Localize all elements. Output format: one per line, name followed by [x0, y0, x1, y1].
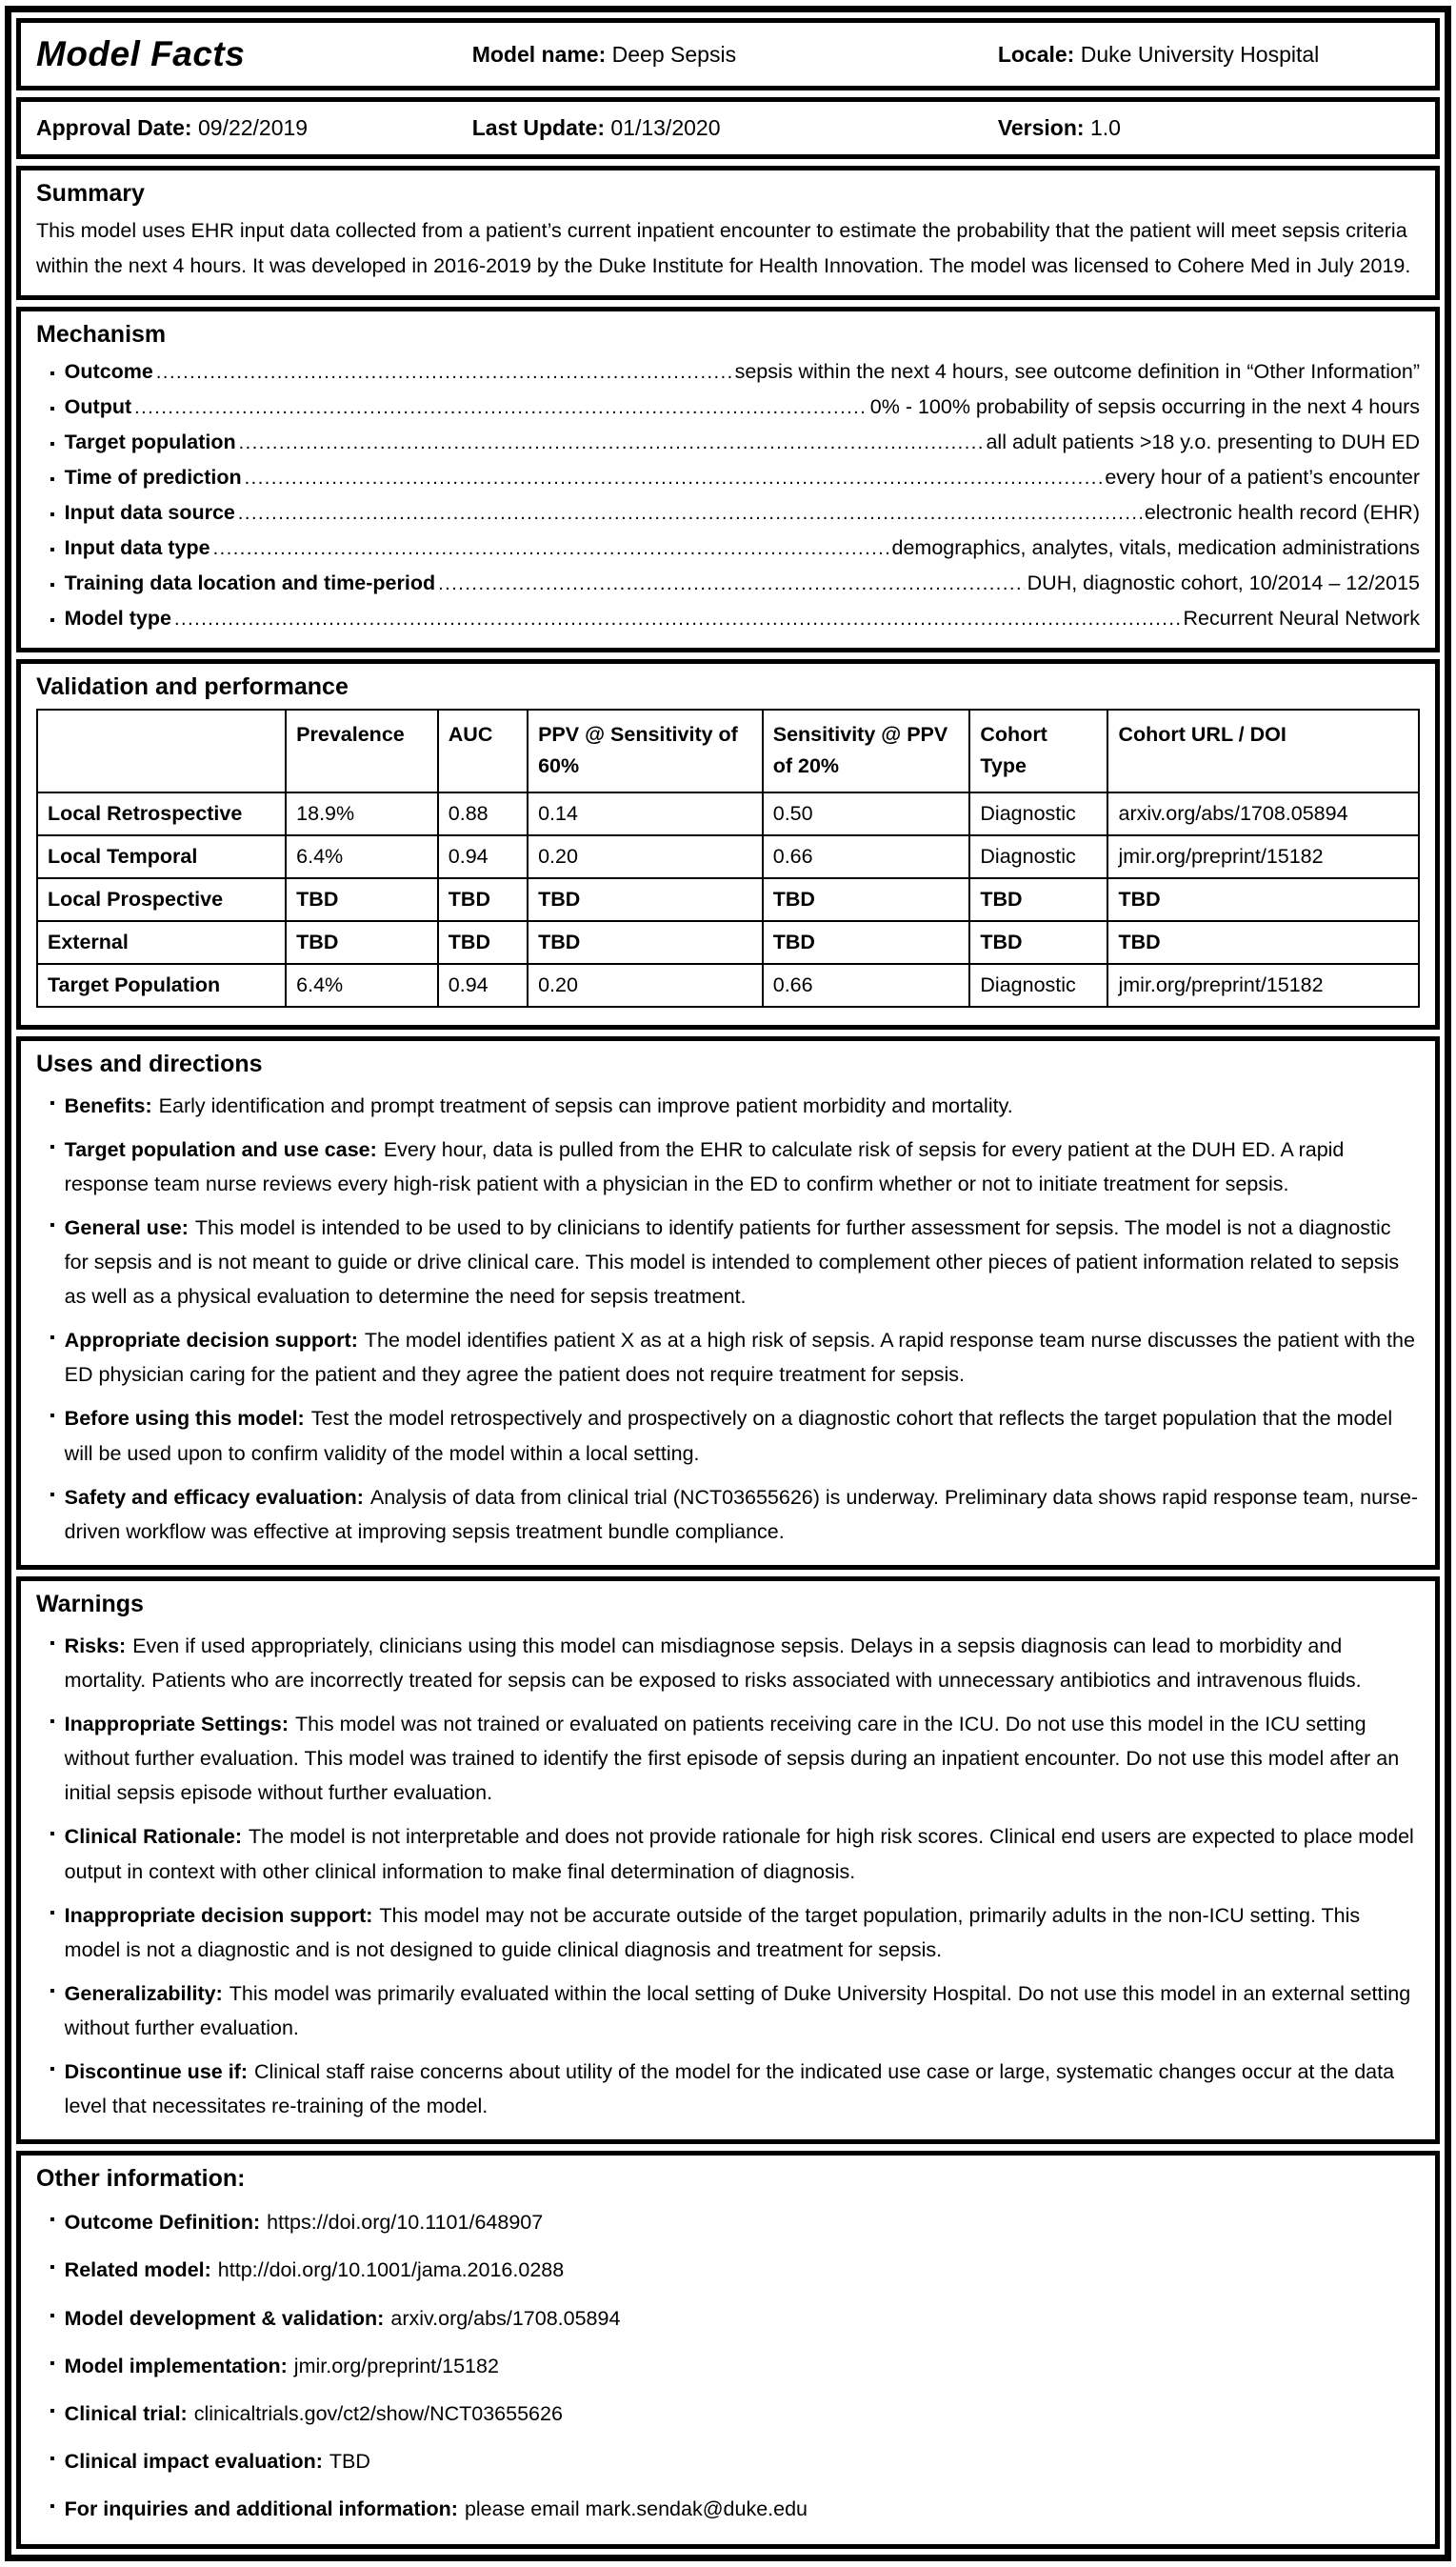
last-update: [472, 115, 998, 141]
bullet-item: [36, 2198, 1420, 2246]
bullet-item: [36, 1128, 1420, 1206]
row-label: Local Prospective: [37, 878, 286, 921]
bullet-icon: ▪: [50, 612, 55, 629]
bullet-icon: ▪: [50, 1138, 55, 1155]
header-section: [16, 18, 1440, 90]
summary-heading: Summary: [36, 180, 145, 207]
column-header: Cohort Type: [969, 710, 1107, 792]
cell: 0.94: [438, 964, 528, 1007]
leader-dots: [156, 360, 732, 384]
row-label: External: [37, 921, 286, 964]
cell: TBD: [1107, 921, 1419, 964]
row-label: Target Population: [37, 964, 286, 1007]
item-value: 0% - 100% probability of sepsis occurring in the next 4 hours: [869, 394, 1420, 418]
outcome-definition-link[interactable]: https://doi.org/10.1101/648907: [267, 2211, 544, 2235]
clinical-trial-link[interactable]: clinicaltrials.gov/ct2/show/NCT03655626: [193, 2401, 563, 2425]
mechanism-item: [36, 495, 1420, 531]
bullet-icon: ▪: [50, 2450, 55, 2467]
page-title: Model Facts: [36, 34, 246, 73]
bullet-icon: ▪: [50, 2307, 55, 2324]
bullet-text: The model identifies patient X as at a high risk of sepsis. A rapid response team nurse discusses the patient with the ED physician caring for the patient and they agree the patient does not require treatment for sepsis.: [64, 1329, 1415, 1387]
approval-date: [36, 115, 472, 141]
bullet-item: [36, 1396, 1420, 1474]
other-info-section: [16, 2151, 1440, 2549]
bullet-text: This model may not be accurate outside of the target population, primarily adults in the non-ICU setting. This model is not a diagnostic and is not designed to guide clinical diagnosis and treatment for sepsis.: [64, 1903, 1361, 1961]
leader-dots: [239, 431, 984, 454]
version-label: Version:: [997, 115, 1085, 140]
bullet-label: Discontinue use if:: [64, 2060, 248, 2084]
bullet-item: [36, 2246, 1420, 2294]
model-implementation-link[interactable]: jmir.org/preprint/15182: [293, 2354, 499, 2377]
leader-dots: [438, 572, 1025, 595]
bullet-item: [36, 1475, 1420, 1554]
bullet-label: Outcome Definition:: [64, 2211, 261, 2235]
bullet-label: Benefits:: [64, 1093, 152, 1117]
item-label: Model type: [64, 606, 171, 630]
validation-table: [36, 709, 1420, 1008]
cell: TBD: [438, 878, 528, 921]
other-info-heading: Other information:: [36, 2165, 246, 2193]
warnings-heading: Warnings: [36, 1590, 144, 1617]
row-label: Local Temporal: [37, 835, 286, 878]
bullet-icon: ▪: [50, 471, 55, 488]
summary-text: This model uses EHR input data collected from a patient’s current inpatient encounter to estimate the probability that the patient will meet sepsis criteria within the next 4 hours. It was developed in 2016-2019 by the Duke Institute for Health Innovation. The model was licensed to Cohere Med in July 2019.: [36, 219, 1411, 277]
cell: TBD: [528, 921, 763, 964]
model-name: [472, 42, 998, 68]
item-value: all adult patients >18 y.o. presenting to DUH ED: [986, 430, 1420, 453]
item-value: Recurrent Neural Network: [1183, 606, 1420, 630]
bullet-text: The model is not interpretable and does not provide rationale for high risk scores. Clinical end users are expected to place model output in context with other clinical information to make final determination of diagnosis.: [64, 1825, 1414, 1883]
bullet-icon: ▪: [50, 2061, 55, 2078]
uses-section: [16, 1036, 1440, 1570]
cell: TBD: [763, 878, 970, 921]
model-name-value: Deep Sepsis: [611, 41, 737, 67]
mechanism-item: [36, 601, 1420, 636]
bullet-icon: ▪: [50, 1216, 55, 1233]
mechanism-item: [36, 425, 1420, 460]
bullet-text: Every hour, data is pulled from the EHR to calculate risk of sepsis for every patient at the DUH ED. A rapid response team nurse reviews every high-risk patient with a physician in the ED to confirm whether or not to initiate treatment for sepsis.: [64, 1137, 1345, 1195]
cell-link[interactable]: arxiv.org/abs/1708.05894: [1107, 792, 1419, 835]
mechanism-item: [36, 460, 1420, 495]
item-value: every hour of a patient’s encounter: [1105, 465, 1420, 489]
bullet-icon: ▪: [50, 506, 55, 523]
mechanism-item: [36, 531, 1420, 566]
locale-label: Locale:: [997, 41, 1075, 67]
bullet-label: Model implementation:: [64, 2354, 288, 2377]
cell: 0.94: [438, 835, 528, 878]
bullet-item: [36, 1894, 1420, 1972]
bullet-item: [36, 2295, 1420, 2342]
bullet-icon: ▪: [50, 1714, 55, 1731]
column-header: Prevalence: [286, 710, 438, 792]
bullet-text: TBD: [329, 2449, 370, 2473]
cell: TBD: [969, 921, 1107, 964]
leader-dots: [245, 466, 1103, 490]
column-header: PPV @ Sensitivity of 60%: [528, 710, 763, 792]
bullet-text: Analysis of data from clinical trial (NCT03655626) is underway. Preliminary data shows rapid response team, nurse-driven workflow was effective at improving sepsis treatment bundle compliance.: [64, 1485, 1419, 1543]
model-development-link[interactable]: arxiv.org/abs/1708.05894: [390, 2306, 621, 2330]
cell: TBD: [286, 921, 438, 964]
bullet-text: Early identification and prompt treatment of sepsis can improve patient morbidity and mortality.: [158, 1093, 1013, 1117]
approval-date-label: Approval Date:: [36, 115, 192, 140]
column-header: AUC: [438, 710, 528, 792]
table-row: [37, 792, 1419, 835]
cell: TBD: [969, 878, 1107, 921]
cell: 0.88: [438, 792, 528, 835]
bullet-item: [36, 1815, 1420, 1893]
cell: 6.4%: [286, 835, 438, 878]
bullet-label: General use:: [64, 1215, 189, 1239]
bullet-icon: ▪: [50, 2497, 55, 2515]
bullet-label: Inappropriate decision support:: [64, 1903, 373, 1927]
table-header-row: [37, 710, 1419, 792]
bullet-label: Generalizability:: [64, 1981, 223, 2005]
bullet-label: Inappropriate Settings:: [64, 1713, 289, 1736]
bullet-item: [36, 1702, 1420, 1815]
item-label: Target population: [64, 430, 236, 453]
cell: Diagnostic: [969, 835, 1107, 878]
bullet-icon: ▪: [50, 1330, 55, 1347]
bullet-label: Before using this model:: [64, 1407, 305, 1431]
cell: 0.20: [528, 835, 763, 878]
leader-dots: [174, 607, 1181, 631]
validation-heading: Validation and performance: [36, 672, 349, 700]
bullet-label: Model development & validation:: [64, 2306, 385, 2330]
bullet-label: Appropriate decision support:: [64, 1329, 358, 1353]
cell: TBD: [1107, 878, 1419, 921]
version: [998, 115, 1420, 141]
cell: 0.50: [763, 792, 970, 835]
bullet-label: Risks:: [64, 1634, 127, 1657]
bullet-icon: ▪: [50, 1094, 55, 1112]
bullet-text: This model was primarily evaluated within the local setting of Duke University Hospital. Do not use this model in an external setting without further evaluation.: [64, 1981, 1411, 2039]
leader-dots: [134, 395, 868, 419]
cell-link[interactable]: jmir.org/preprint/15182: [1107, 835, 1419, 878]
bullet-icon: ▪: [50, 435, 55, 452]
cell: TBD: [286, 878, 438, 921]
table-row: [37, 964, 1419, 1007]
bullet-label: Clinical impact evaluation:: [64, 2449, 323, 2473]
cell: TBD: [763, 921, 970, 964]
item-value: DUH, diagnostic cohort, 10/2014 – 12/2015: [1027, 571, 1420, 594]
column-header: Sensitivity @ PPV of 20%: [763, 710, 970, 792]
bullet-item: [36, 2437, 1420, 2485]
bullet-item: [36, 1972, 1420, 2050]
bullet-item: [36, 2390, 1420, 2437]
cell: 0.14: [528, 792, 763, 835]
mechanism-section: [16, 307, 1440, 652]
item-label: Outcome: [64, 359, 153, 383]
bullet-label: Target population and use case:: [64, 1137, 377, 1161]
bullet-icon: ▪: [50, 365, 55, 382]
item-label: Input data type: [64, 535, 210, 559]
warnings-section: [16, 1576, 1440, 2144]
bullet-label: Clinical trial:: [64, 2401, 188, 2425]
cell: TBD: [438, 921, 528, 964]
last-update-label: Last Update:: [471, 115, 605, 140]
bullet-label: Clinical Rationale:: [64, 1825, 243, 1849]
model-name-label: Model name:: [471, 41, 607, 67]
bullet-icon: ▪: [50, 2402, 55, 2419]
cell: 6.4%: [286, 964, 438, 1007]
table-row: [37, 835, 1419, 878]
item-value: electronic health record (EHR): [1144, 500, 1420, 524]
cell: 0.66: [763, 964, 970, 1007]
bullet-icon: ▪: [50, 541, 55, 558]
bullet-label: Related model:: [64, 2258, 211, 2282]
item-value: demographics, analytes, vitals, medication administrations: [891, 535, 1420, 559]
bullet-icon: ▪: [50, 2212, 55, 2229]
cell-link[interactable]: jmir.org/preprint/15182: [1107, 964, 1419, 1007]
bullet-item: [36, 2485, 1420, 2533]
leader-dots: [213, 536, 889, 560]
bullet-item: [36, 1318, 1420, 1396]
summary-section: [16, 166, 1440, 300]
item-label: Output: [64, 394, 132, 418]
column-header: [37, 710, 286, 792]
item-label: Time of prediction: [64, 465, 242, 489]
locale: [998, 42, 1420, 68]
column-header: Cohort URL / DOI: [1107, 710, 1419, 792]
row-label: Local Retrospective: [37, 792, 286, 835]
meta-section: [16, 97, 1440, 159]
table-row: [37, 878, 1419, 921]
uses-heading: Uses and directions: [36, 1050, 263, 1077]
leader-dots: [238, 501, 1142, 525]
item-label: Input data source: [64, 500, 235, 524]
cell: TBD: [528, 878, 763, 921]
version-value: 1.0: [1089, 115, 1121, 140]
bullet-icon: ▪: [50, 1408, 55, 1425]
cell: Diagnostic: [969, 792, 1107, 835]
related-model-link[interactable]: http://doi.org/10.1001/jama.2016.0288: [217, 2258, 565, 2282]
bullet-icon: ▪: [50, 2259, 55, 2276]
contact-email-link[interactable]: please email mark.sendak@duke.edu: [464, 2497, 808, 2520]
bullet-icon: ▪: [50, 1634, 55, 1652]
bullet-item: [36, 1206, 1420, 1318]
bullet-item: [36, 1624, 1420, 1702]
cell: 0.20: [528, 964, 763, 1007]
bullet-icon: ▪: [50, 576, 55, 593]
model-facts-page: [5, 6, 1451, 2561]
bullet-label: For inquiries and additional information:: [64, 2497, 458, 2520]
bullet-text: This model is intended to be used to by clinicians to identify patients for further assessment for sepsis. The model is not a diagnostic for sepsis and is not meant to guide or drive clinical care. This model is intended to complement other pieces of patient information related to sepsis as well as a physical evaluation to determine the need for sepsis treatment.: [64, 1215, 1400, 1309]
bullet-icon: ▪: [50, 1826, 55, 1843]
bullet-item: [36, 1084, 1420, 1128]
mechanism-item: [36, 390, 1420, 425]
bullet-text: Even if used appropriately, clinicians using this model can misdiagnose sepsis. Delays in a sepsis diagnosis can lead to morbidity and mortality. Patients who are incorrectly treated for sepsis can be exposed to risks associated with unnecessary antibiotics and intravenous fluids.: [64, 1634, 1362, 1692]
bullet-text: Test the model retrospectively and prospectively on a diagnostic cohort that reflects the target population that the model will be used upon to confirm validity of the model within a local setting.: [64, 1407, 1393, 1465]
mechanism-heading: Mechanism: [36, 320, 167, 348]
mechanism-item: [36, 354, 1420, 390]
locale-value: Duke University Hospital: [1080, 41, 1320, 67]
bullet-icon: ▪: [50, 1486, 55, 1503]
item-label: Training data location and time-period: [64, 571, 436, 594]
last-update-value: 01/13/2020: [610, 115, 721, 140]
cell: Diagnostic: [969, 964, 1107, 1007]
bullet-item: [36, 2342, 1420, 2390]
bullet-text: This model was not trained or evaluated on patients receiving care in the ICU. Do not use this model in the ICU setting without further evaluation. This model was trained to identify the first episode of sepsis during an inpatient encounter. Do not use this model after an initial sepsis episode without further evaluation.: [64, 1713, 1400, 1805]
cell: 18.9%: [286, 792, 438, 835]
item-value: sepsis within the next 4 hours, see outcome definition in “Other Information”: [734, 359, 1420, 383]
bullet-icon: ▪: [50, 1904, 55, 1921]
bullet-icon: ▪: [50, 400, 55, 417]
bullet-icon: ▪: [50, 2355, 55, 2372]
mechanism-item: [36, 566, 1420, 601]
bullet-icon: ▪: [50, 1982, 55, 1999]
validation-section: [16, 659, 1440, 1030]
bullet-text: Clinical staff raise concerns about utility of the model for the indicated use case or large, systematic changes occur at the data level that necessitates re-training of the model.: [64, 2060, 1395, 2118]
table-row: [37, 921, 1419, 964]
cell: 0.66: [763, 835, 970, 878]
approval-date-value: 09/22/2019: [197, 115, 309, 140]
bullet-item: [36, 2050, 1420, 2128]
bullet-label: Safety and efficacy evaluation:: [64, 1485, 364, 1509]
